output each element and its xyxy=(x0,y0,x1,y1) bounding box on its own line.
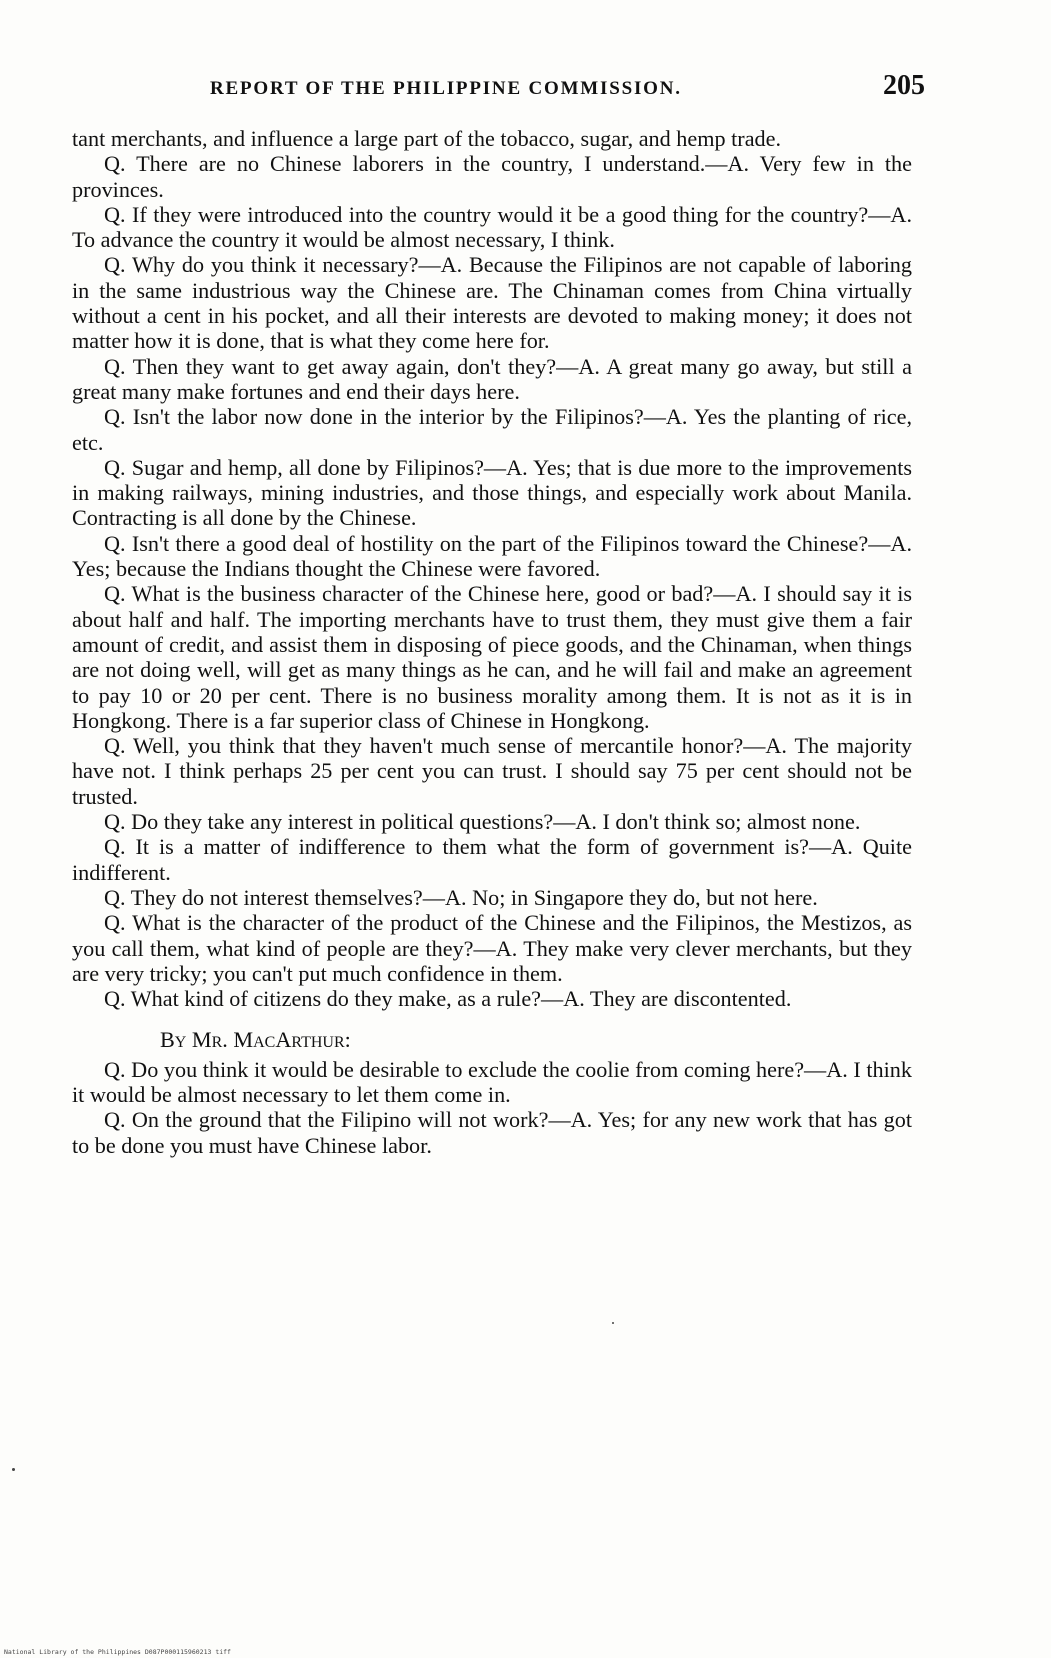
paragraph: Q. Do you think it would be desirable to exclude the coolie from coming here?—A. I think it would be almost necessary to let them come in. xyxy=(72,1056,912,1107)
paragraph: Q. Well, you think that they haven't much sense of mercantile honor?—A. The majority have not. I think perhaps 25 per cent you can trust. I should say 75 per cent should not be trusted. xyxy=(72,733,912,809)
paragraph: Q. There are no Chinese laborers in the country, I understand.—A. Very few in the provinces. xyxy=(72,151,912,202)
paragraph: Q. Why do you think it necessary?—A. Because the Filipinos are not capable of laboring in the same industrious way the Chinese are. The Chinaman comes from China virtually without a cent in his pocket, and all their interests are devoted to making money; it does not matter how it is done, that is what they come here for. xyxy=(72,252,912,354)
body-text xyxy=(72,126,912,1158)
by-line: By Mr. MacArthur: xyxy=(160,1027,351,1053)
paragraph: Q. Sugar and hemp, all done by Filipinos?—A. Yes; that is due more to the improvements in making railways, mining industries, and those things, and especially work about Manila. Contracting is all done by the Chinese. xyxy=(72,454,912,531)
scan-speck xyxy=(12,1468,15,1471)
paragraph: Q. It is a matter of indifference to them what the form of government is?—A. Quite indifferent. xyxy=(72,834,912,885)
paragraph: Q. They do not interest themselves?—A. No; in Singapore they do, but not here. xyxy=(104,884,818,910)
paragraph: Q. On the ground that the Filipino will not work?—A. Yes; for any new work that has got to be done you must have Chinese labor. xyxy=(72,1107,912,1158)
paragraph: Q. If they were introduced into the country would it be a good thing for the country?—A. To advance the country it would be almost necessary, I think. xyxy=(72,201,912,253)
paragraph: Q. What is the business character of the Chinese here, good or bad?—A. I should say it is about half and half. The importing merchants have to trust them, they must give them a fair amount of credit, and assist them in disposing of piece goods, and the Chinaman, when things are not doing well, will get as many things as he can, and he will fail and make an agreement to pay 10 or 20 per cent. There is no business morality among them. It is not as it is in Hongkong. There is a far superior class of Chinese in Hongkong. xyxy=(72,581,912,733)
paragraph: Q. Then they want to get away again, don't they?—A. A great many go away, but still a great many make fortunes and end their days here. xyxy=(72,353,912,404)
paragraph: Q. Isn't the labor now done in the interior by the Filipinos?—A. Yes the planting of rice, etc. xyxy=(72,404,912,455)
paragraph: Q. What kind of citizens do they make, as a rule?—A. They are discontented. xyxy=(104,986,792,1012)
scan-footer: National Library of the Philippines D087P000115960213 tiff xyxy=(4,1648,231,1656)
page-header xyxy=(210,70,925,110)
running-head: REPORT OF THE PHILIPPINE COMMISSION. xyxy=(210,78,682,99)
scan-speck xyxy=(612,1322,614,1324)
paragraph: Q. What is the character of the product of the Chinese and the Filipinos, the Mestizos, as you call them, what kind of people are they?—A. They make very clever merchants, but they are very tricky; you can't put much confidence in them. xyxy=(72,910,912,986)
paragraph: Q. Isn't there a good deal of hostility on the part of the Filipinos toward the Chinese?—A. Yes; because the Indians thought the Chinese were favored. xyxy=(72,530,912,582)
paragraph: tant merchants, and influence a large part of the tobacco, sugar, and hemp trade. xyxy=(72,126,782,151)
page-number: 205 xyxy=(883,70,925,101)
paragraph: Q. Do they take any interest in political questions?—A. I don't think so; almost none. xyxy=(104,809,861,835)
